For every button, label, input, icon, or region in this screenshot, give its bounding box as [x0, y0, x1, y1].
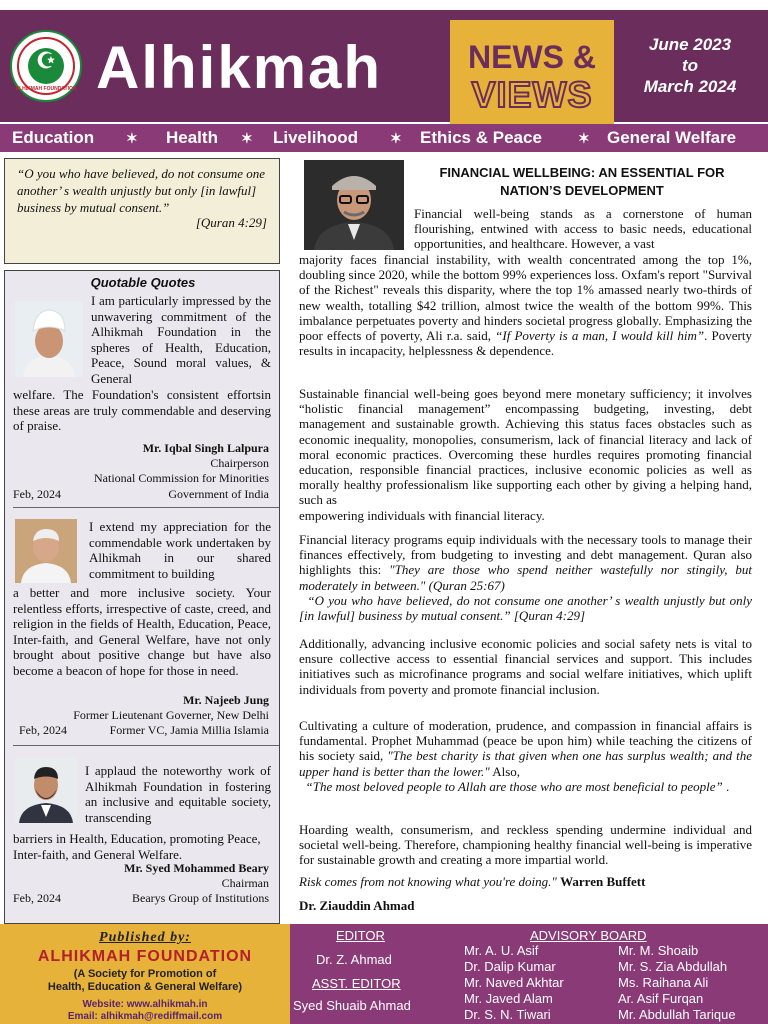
- quote-1-text-wrap: I am particularly impressed by the unwavering commitment of the Alhikmah Foundation in the spheres of Health, Education, Peace, Sound moral values, & General: [91, 293, 271, 386]
- quran-quote-ref: [Quran 4:29]: [195, 215, 267, 230]
- date-end: March 2024: [643, 77, 737, 96]
- badge-line-2: VIEWS: [471, 74, 593, 115]
- focus-livelihood: Livelihood: [273, 128, 358, 147]
- focus-education: Education: [12, 128, 95, 147]
- quote-3-signature: [124, 861, 269, 891]
- quote-2-org: Former VC, Jamia Millia Islamia: [109, 723, 269, 737]
- quote-1-role: Chairperson: [210, 456, 269, 470]
- quote-2-name: Mr. Najeeb Jung: [183, 693, 269, 707]
- article-para-6: Hoarding wealth, consumerism, and reckless spending undermine individual and societal well-being. Therefore, championing healthy financial well-being is imperative for sustainable growth and creating a more impartial world.: [299, 822, 752, 868]
- badge-line-1: NEWS &: [468, 39, 596, 75]
- advisor: Mr. A. U. Asif: [464, 943, 539, 958]
- advisor: Mr. Javed Alam: [464, 991, 553, 1006]
- focus-areas-bar: [0, 124, 768, 152]
- quote-2-role: Former Lieutenant Governer, New Delhi: [73, 708, 269, 722]
- quote-3-date: Feb, 2024: [13, 891, 61, 905]
- star-icon: ✶: [390, 130, 402, 146]
- publisher-desc-2: Health, Education & General Welfare): [47, 981, 243, 993]
- asst-editor-label: ASST. EDITOR: [312, 976, 401, 991]
- focus-health: Health: [166, 128, 218, 147]
- quote-3-role: Chairman: [221, 876, 269, 890]
- quote-3-name: Mr. Syed Mohammed Beary: [124, 861, 269, 875]
- quote-2-text-wrap: I extend my appreciation for the commendable work undertaken by Alhikmah in our shared commitment to building: [89, 519, 271, 581]
- quran-quote-box: [4, 158, 280, 264]
- issue-dates: [620, 34, 760, 97]
- publisher-email: Email: alhikmah@rediffmail.com: [67, 1011, 223, 1022]
- editor-label: EDITOR: [336, 928, 385, 943]
- quote-1-date: Feb, 2024: [13, 487, 61, 501]
- quote-1-name: Mr. Iqbal Singh Lalpura: [142, 441, 269, 455]
- article-para-1: majority faces financial instability, with wealth concentrated among the top 1%, doubling since 2020, while the bottom 99% experiences loss. Oxfam's report "Survival of the Richest" reveals this disparity, where the top 1% amassed nearly two-thirds of new wealth, totalling $42 trillion, almost twice the wealth of the bottom 99%. This imbalance perpetuates poverty and hinders societal progress globally. Emphasizing the poor effects of poverty, Ali r.a. said, “If Poverty is a man, I would kill him”. Poverty results in incapacity, helplessness & dependence.: [299, 252, 752, 359]
- focus-general-welfare: General Welfare: [607, 128, 737, 147]
- advisor: Dr. Dalip Kumar: [464, 959, 556, 974]
- publisher-block: [0, 924, 290, 1024]
- publisher-desc-1: (A Society for Promotion of: [73, 968, 217, 980]
- quotable-quotes-panel: [4, 270, 280, 924]
- focus-ethics-peace: Ethics & Peace: [420, 128, 542, 147]
- quote-1-govt: Government of India: [168, 487, 269, 501]
- article-para-2: Sustainable financial well-being goes beyond mere monetary sufficiency; it involves “holistic financial management” encompassing budgeting, investing, debt management and sustainable growth. Achieving this status faces obstacles such as economic inequality, monopolies, consumerism, lack of financial literacy and lack of moral economic practices. Overcoming these hurdles requires promoting financial education, responsible financial practices, inclusive economic policies as well as morally healthy professionalism like supporting each other by giving a helping hand, such as empowering individuals with financial literacy.: [299, 386, 752, 523]
- advisor: Ar. Asif Furqan: [618, 991, 704, 1006]
- quote-2-signature: [73, 693, 269, 723]
- quran-quote-text: “O you who have believed, do not consume one another’ s wealth unjustly but only [in lawful] business by mutual consent.”: [17, 166, 266, 215]
- star-icon: ✶: [578, 130, 590, 146]
- advisor: Ms. Raihana Ali: [618, 975, 709, 990]
- date-start: June 2023: [648, 35, 732, 54]
- quote-2-text: a better and more inclusive society. Your relentless efforts, irrespective of caste, creed, and religion in the fields of Health, Education, Peace, Inter-faith, and General Welfare, have not only brought about positive change but have also become a beacon of hope for those in need.: [13, 585, 271, 678]
- advisor: Mr. Naved Akhtar: [464, 975, 564, 990]
- quote-3-org: Bearys Group of Institutions: [132, 891, 269, 905]
- news-views-badge: [450, 20, 614, 132]
- quotable-quotes-title: Quotable Quotes: [90, 275, 196, 290]
- editor-name: Dr. Z. Ahmad: [316, 952, 392, 967]
- quote-1-signature: [94, 441, 269, 486]
- article-author: Dr. Ziauddin Ahmad: [299, 898, 415, 913]
- article-para-5: Cultivating a culture of moderation, prudence, and compassion in financial affairs is fundamental. Prophet Muhammad (peace be upon him) while teaching the citizens of his society said, "The best charity is that given when one has surplus wealth; and the upper hand is better than the lower." Also, “The most beloved people to Allah are those who are most beneficial to people” .: [299, 718, 752, 794]
- quote-1-text: welfare. The Foundation's consistent effortsin these areas are truly commendable and deserving of praise.: [13, 387, 271, 434]
- publisher-website: Website: www.alhikmah.in: [82, 999, 208, 1010]
- article-para-3: Financial literacy programs equip individuals with the necessary tools to manage their finances effectively, from budgeting to investing and debt management. Quran also highlights this: "They are those who spend neither wastefully nor stingily, but moderately in between." (Quran 25:67) “O you who have believed, do not consume one another’ s wealth unjustly but only [in lawful] business by mutual consent.” [Quran 4:29]: [299, 532, 753, 624]
- advisor: Dr. S. N. Tiwari: [464, 1007, 551, 1022]
- photo-syed-mohammed-beary: [15, 757, 77, 823]
- article-title: FINANCIAL WELLBEING: AN ESSENTIAL FOR NATION’S DEVELOPMENT: [439, 165, 725, 198]
- advisor: Mr. Abdullah Tarique: [618, 1007, 736, 1022]
- photo-najeeb-jung: [15, 519, 77, 583]
- date-to: to: [681, 56, 699, 75]
- quote-2-date: Feb, 2024: [19, 723, 67, 737]
- photo-author: [304, 160, 404, 250]
- published-by-label: Published by:: [99, 930, 191, 945]
- quote-1-org: National Commission for Minorities: [94, 471, 269, 485]
- divider: [13, 745, 279, 746]
- quote-3-text: barriers in Health, Education, promoting Peace, Inter-faith, and General Welfare.: [13, 831, 261, 862]
- photo-iqbal-singh-lalpura: [15, 301, 83, 377]
- editorial-block: [290, 924, 768, 1024]
- publisher-name: ALHIKMAH FOUNDATION: [37, 948, 253, 965]
- quote-3-text-wrap: I applaud the noteworthy work of Alhikmah Foundation in fostering an inclusive and equitable society, transcending: [85, 763, 271, 825]
- article-para-1-wrap: Financial well-being stands as a cornerstone of human flourishing, entwined with access to basic needs, educational opportunities, and healthcare. However, a vast: [414, 206, 752, 252]
- article-closing-quote: Risk comes from not knowing what you're doing." Warren Buffett: [299, 874, 646, 889]
- masthead: [0, 10, 768, 122]
- advisory-board-label: ADVISORY BOARD: [530, 928, 647, 943]
- star-icon: ✶: [126, 130, 138, 146]
- foundation-logo: ☪ ALHIKMAH FOUNDATION: [10, 30, 82, 102]
- brand-title: Alhikmah: [96, 34, 383, 101]
- advisor: Mr. S. Zia Abdullah: [618, 959, 728, 974]
- divider: [13, 507, 279, 508]
- asst-editor-name: Syed Shuaib Ahmad: [293, 998, 411, 1013]
- star-icon: ✶: [241, 130, 253, 146]
- advisor: Mr. M. Shoaib: [618, 943, 699, 958]
- article-para-4: Additionally, advancing inclusive economic policies and social safety nets is vital to ensure collective access to essential financial services and support. This includes initiatives such as microfinance programs and social welfare initiatives, which uplift individuals from poverty and promote financial inclusion.: [299, 636, 752, 697]
